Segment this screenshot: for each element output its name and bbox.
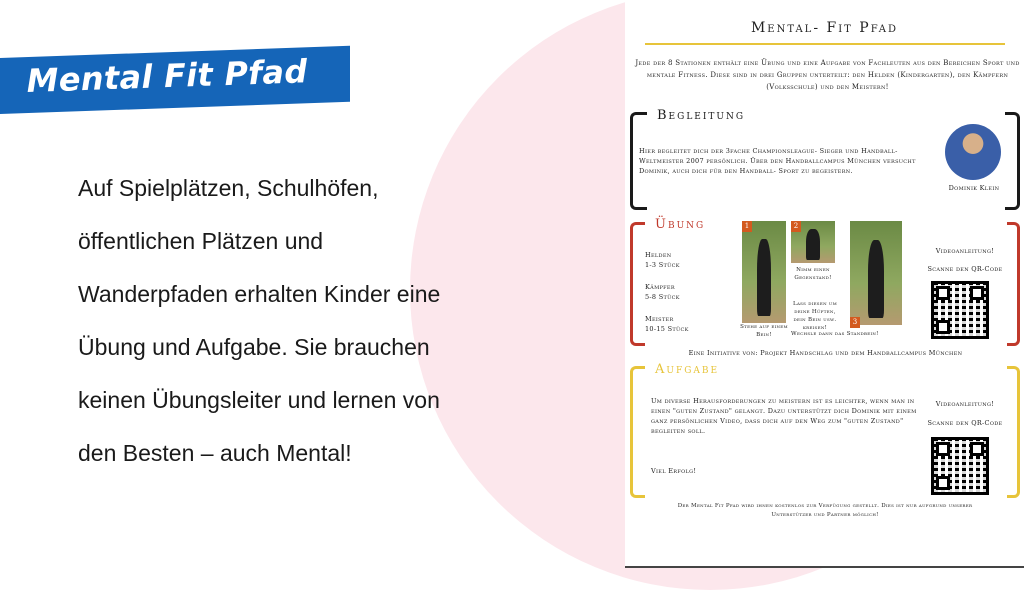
step-number: 2 bbox=[791, 221, 801, 232]
flyer-footer: Der Mental Fit Pfad wird ihnen kostenlos zur Verfügung gestellt. Dies ist nur aufgrund unserer Unterstützer und Partner möglich! bbox=[677, 503, 973, 518]
group-count: 5-8 Stück bbox=[645, 293, 680, 301]
caption-1: Stehe auf einem Bein! bbox=[740, 324, 788, 338]
group-kaempfer bbox=[645, 282, 680, 302]
qr-code-uebung[interactable] bbox=[931, 281, 989, 339]
avatar bbox=[945, 124, 1001, 180]
flyer-document bbox=[625, 0, 1024, 566]
aufgabe-closing: Viel Erfolg! bbox=[651, 467, 697, 475]
step-number: 1 bbox=[742, 221, 752, 232]
caption-3: Lass diesen um deine Hüften, dein Bein usw. kreisen! bbox=[793, 301, 837, 331]
group-count: 1-3 Stück bbox=[645, 261, 680, 269]
aufgabe-heading: Aufgabe bbox=[655, 362, 720, 377]
group-meister bbox=[645, 314, 689, 334]
slide-body bbox=[78, 162, 578, 480]
uebung-scan-label: Scanne den QR-Code bbox=[927, 265, 1003, 273]
aufgabe-bracket-left bbox=[630, 366, 645, 498]
document-bottom-edge bbox=[625, 566, 1024, 568]
caption-2: Nimm einen Gegenstand! bbox=[794, 267, 832, 281]
step-number: 3 bbox=[850, 317, 860, 328]
body-line: keinen Übungsleiter und lernen von bbox=[78, 387, 440, 413]
coach-name: Dominik Klein bbox=[948, 184, 1000, 192]
flyer-intro: Jede der 8 Stationen enthält eine Übung und eine Aufgabe von Fachleuten aus den Bereichen Sport und mentale Fitness. Diese sind in drei Gruppen unterteilt: den Helden (Kindergarten), den Kämpfern (Volksschule) und den Meistern! bbox=[635, 59, 1020, 91]
slide-title: Mental Fit Pfad bbox=[26, 52, 309, 100]
group-name: Helden bbox=[645, 251, 672, 259]
exercise-photo-1 bbox=[742, 221, 786, 323]
begleitung-heading: Begleitung bbox=[657, 108, 746, 123]
flyer-title: Mental- Fit Pfad bbox=[750, 20, 899, 36]
begleitung-bracket-right bbox=[1005, 112, 1020, 210]
title-underline bbox=[645, 43, 1005, 45]
body-line: den Besten – auch Mental! bbox=[78, 440, 352, 466]
group-name: Meister bbox=[645, 315, 674, 323]
initiative-text: Eine Initiative von: Projekt Handschlag und dem Handballcampus München bbox=[688, 349, 963, 357]
body-line: Übung und Aufgabe. Sie brauchen bbox=[78, 334, 430, 360]
aufgabe-scan-label: Scanne den QR-Code bbox=[927, 419, 1003, 427]
group-count: 10-15 Stück bbox=[645, 325, 689, 333]
qr-code-aufgabe[interactable] bbox=[931, 437, 989, 495]
begleitung-text: Hier begleitet dich der 3fache Championsleague- Sieger und Handball- Weltmeister 2007 persönlich. Über den Handballcampus München versucht Dominik, auch dich für den Handball- Sport zu begeistern. bbox=[639, 147, 916, 175]
uebung-heading: Übung bbox=[655, 217, 706, 232]
aufgabe-bracket-right bbox=[1007, 366, 1020, 498]
uebung-bracket-left bbox=[630, 222, 645, 346]
caption-4: Wechsle dann das Standbein! bbox=[791, 331, 879, 337]
body-line: Auf Spielplätzen, Schulhöfen, bbox=[78, 175, 379, 201]
uebung-bracket-right bbox=[1007, 222, 1020, 346]
group-helden bbox=[645, 250, 680, 270]
body-line: öffentlichen Plätzen und bbox=[78, 228, 324, 254]
group-name: Kämpfer bbox=[645, 283, 675, 291]
body-line: Wanderpfaden erhalten Kinder eine bbox=[78, 281, 441, 307]
exercise-photo-3 bbox=[850, 221, 902, 325]
aufgabe-text: Um diverse Herausforderungen zu meistern ist es leichter, wenn man in einen "guten Zustand" gelangt. Dazu unterstützt dich Dominik mit einem ganz persönlichen Video, dass dich auf den Weg zum "guten Zustand" begleiten soll. bbox=[651, 397, 917, 435]
aufgabe-video-label: Videoanleitung! bbox=[935, 400, 995, 408]
uebung-video-label: Videoanleitung! bbox=[935, 247, 995, 255]
